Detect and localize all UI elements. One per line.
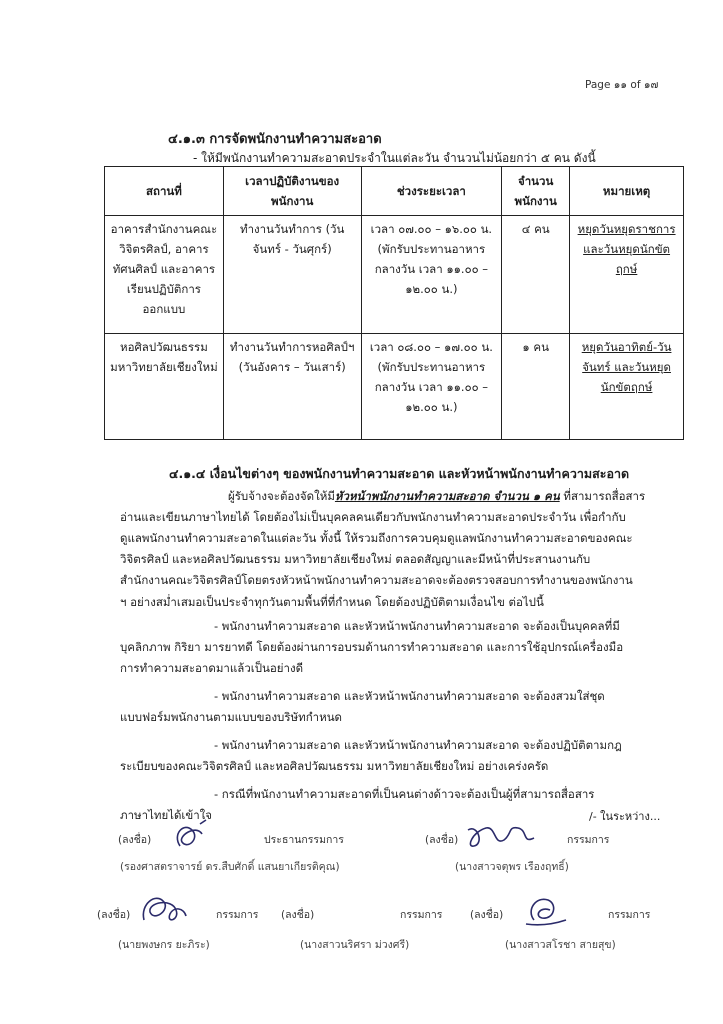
section-413-subheading: - ให้มีพนักงานทำความสะอาดประจำในแต่ละวัน จำนวนไม่น้อยกว่า ๕ คน ดังนี้	[193, 151, 596, 165]
staff-schedule-table	[104, 166, 684, 440]
member2-signature-scribble	[136, 884, 192, 932]
member-role: กรรมการ	[216, 909, 259, 921]
cell-note: หยุดวันหยุดราชการและวันหยุดนักขัตฤกษ์	[570, 216, 684, 334]
header-staff-count: จำนวนพนักงาน	[502, 167, 570, 216]
header-place: สถานที่	[105, 167, 224, 216]
member1-signature-scribble	[464, 820, 542, 854]
bullet-line: - พนักงานทำความสะอาด และหัวหน้าพนักงานทำความสะอาด จะต้องปฏิบัติตามกฎ	[214, 738, 622, 752]
member-role: กรรมการ	[608, 909, 651, 921]
paragraph-line: สำนักงานคณะวิจิตรศิลป์โดยตรงหัวหน้าพนักงานทำความสะอาดจะต้องตรวจสอบการทำงานของพนักงาน	[120, 573, 633, 587]
member4-signature-scribble	[520, 890, 572, 930]
member-role: กรรมการ	[567, 834, 610, 846]
sign-label: (ลงชื่อ)	[97, 909, 131, 921]
bullet-line: การทำความสะอาดมาแล้วเป็นอย่างดี	[120, 661, 304, 675]
cell-note: หยุดวันอาทิตย์-วันจันทร์ และวันหยุดนักขัตฤกษ์	[570, 334, 684, 440]
cell-period: เวลา ๐๗.๐๐ – ๑๖.๐๐ น. (พักรับประทานอาหารกลางวัน เวลา ๑๑.๐๐ – ๑๒.๐๐ น.)	[361, 216, 502, 334]
cell-work-time: ทำงานวันทำการ (วันจันทร์ - วันศุกร์)	[223, 216, 361, 334]
cell-place: หอศิลปวัฒนธรรม มหาวิทยาลัยเชียงใหม่	[105, 334, 224, 440]
chair-signature-scribble	[170, 816, 216, 856]
sign-label: (ลงชื่อ)	[118, 834, 152, 846]
bullet-line: ภาษาไทยได้เข้าใจ	[120, 808, 213, 822]
table-header-row	[105, 167, 684, 216]
paragraph-text: ผู้รับจ้างจะต้องจัดให้มี	[228, 489, 335, 503]
page-number: Page ๑๑ of ๑๗	[585, 79, 659, 91]
header-work-time: เวลาปฏิบัติงานของพนักงาน	[223, 167, 361, 216]
chair-name: (รองศาสตราจารย์ ดร.สืบศักดิ์ แสนยาเกียรติคุณ)	[120, 861, 340, 873]
member1-name: (นางสาวจตุพร เรืองฤทธิ์)	[455, 861, 569, 873]
continued-marker: /- ในระหว่าง...	[589, 810, 661, 823]
bullet-line: - พนักงานทำความสะอาด และหัวหน้าพนักงานทำความสะอาด จะต้องสวมใส่ชุด	[214, 689, 605, 703]
sign-label: (ลงชื่อ)	[470, 909, 504, 921]
sign-label: (ลงชื่อ)	[425, 834, 459, 846]
table-row	[105, 334, 684, 440]
section-413-heading: ๔.๑.๓ การจัดพนักงานทำความสะอาด	[168, 132, 382, 147]
member3-name: (นางสาวนริศรา ม่วงศรี)	[300, 939, 410, 951]
cell-period: เวลา ๐๘.๐๐ – ๑๗.๐๐ น. (พักรับประทานอาหารกลางวัน เวลา ๑๑.๐๐ – ๑๒.๐๐ น.)	[361, 334, 502, 440]
section-414-title: ๔.๑.๔ เงื่อนไขต่างๆ ของพนักงานทำความสะอาด และหัวหน้าพนักงานทำความสะอาด	[169, 466, 630, 481]
member-role: กรรมการ	[400, 909, 443, 921]
header-note: หมายเหตุ	[570, 167, 684, 216]
paragraph-line: ดูแลพนักงานทำความสะอาดในแต่ละวัน ทั้งนี้ ให้รวมถึงการควบคุมดูแลพนักงานทำความสะอาดของคณะ	[120, 531, 633, 545]
bullet-line: - พนักงานทำความสะอาด และหัวหน้าพนักงานทำความสะอาด จะต้องเป็นบุคคลที่มี	[214, 619, 620, 633]
cell-staff-count: ๔ คน	[502, 216, 570, 334]
paragraph-line: อ่านและเขียนภาษาไทยได้ โดยต้องไม่เป็นบุคคลคนเดียวกับพนักงานทำความสะอาดประจำวัน เพื่อกำกับ	[120, 510, 626, 524]
bullet-line: ระเบียบของคณะวิจิตรศิลป์ และหอศิลปวัฒนธรรม มหาวิทยาลัยเชียงใหม่ อย่างเคร่งครัด	[120, 759, 549, 773]
paragraph-line: วิจิตรศิลป์ และหอศิลปวัฒนธรรม มหาวิทยาลัยเชียงใหม่ ตลอดสัญญาและมีหน้าที่ประสานงานกับ	[120, 552, 591, 566]
member2-name: (นายพงษกร ยะภิระ)	[118, 939, 210, 951]
cell-work-time: ทำงานวันทำการหอศิลป์ฯ (วันอังคาร – วันเสาร์)	[223, 334, 361, 440]
paragraph-line: ฯ อย่างสม่ำเสมอเป็นประจำทุกวันตามพื้นที่ที่กำหนด โดยต้องปฏิบัติตามเงื่อนไข ต่อไปนี้	[120, 595, 544, 609]
paragraph-line	[228, 486, 645, 507]
cell-place: อาคารสำนักงานคณะวิจิตรศิลป์, อาคารทัศนศิลป์ และอาคารเรียนปฏิบัติการออกแบบ	[105, 216, 224, 334]
cell-staff-count: ๑ คน	[502, 334, 570, 440]
emphasis-text: หัวหน้าพนักงานทำความสะอาด จำนวน ๑ คน	[334, 489, 560, 503]
member4-name: (นางสาวสโรชา สายสุข)	[505, 939, 616, 951]
table-row	[105, 216, 684, 334]
bullet-line: - กรณีที่พนักงานทำความสะอาดที่เป็นคนต่างด้าวจะต้องเป็นผู้ที่สามารถสื่อสาร	[214, 787, 595, 801]
chair-role: ประธานกรรมการ	[264, 834, 344, 846]
paragraph-text: ที่สามารถสื่อสาร	[559, 489, 646, 503]
bullet-line: บุคลิกภาพ กิริยา มารยาทดี โดยต้องผ่านการอบรมด้านการทำความสะอาด และการใช้อุปกรณ์เครื่องมือ	[120, 640, 624, 654]
sign-label: (ลงชื่อ)	[281, 909, 315, 921]
header-period: ช่วงระยะเวลา	[361, 167, 502, 216]
bullet-line: แบบฟอร์มพนักงานตามแบบของบริษัทกำหนด	[120, 710, 343, 724]
